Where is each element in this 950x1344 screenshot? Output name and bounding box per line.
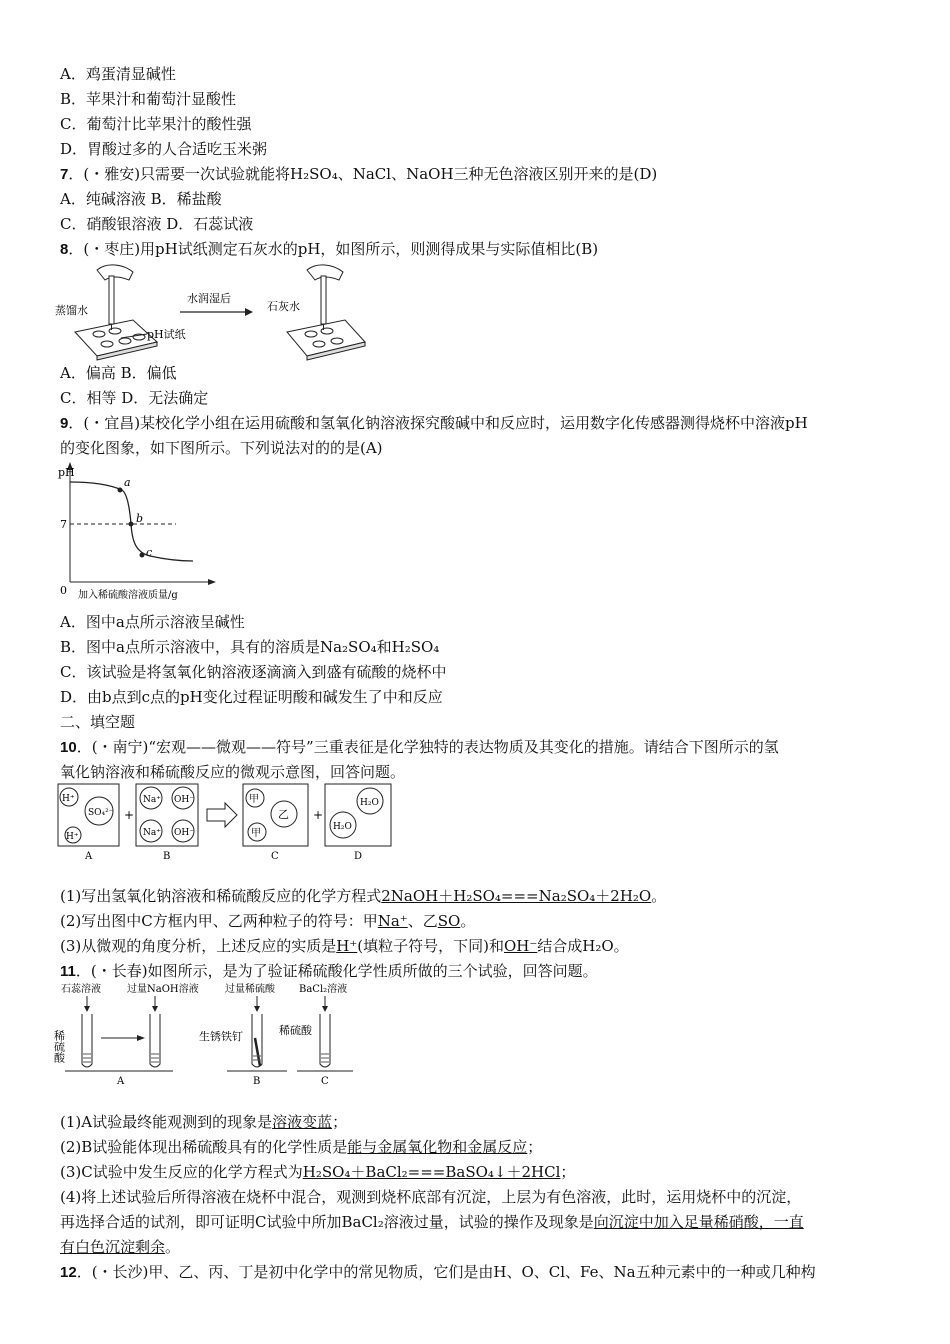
q9-stem-cont: 的变化图象，如下图所示。下列说法对的的是(A) xyxy=(60,439,383,457)
q11-figure xyxy=(52,982,357,1087)
q11-sub4: (4)将上述试验后所得溶液在烧杯中混合，观测到烧杯底部有沉淀，上层为有色溶液，此时，运用烧杯中的沉淀， xyxy=(60,1188,802,1206)
q10-stem-cont: 氧化钠溶液和稀硫酸反应的微观示意图，回答问题。 xyxy=(60,763,406,781)
h-ion-2: H⁺ xyxy=(66,832,79,842)
q11-sub4-end: 有白色沉淀剩余。 xyxy=(60,1238,181,1256)
label-c: C xyxy=(271,851,279,862)
label-a: A xyxy=(85,851,93,862)
acid-c-label: 稀硫酸 xyxy=(279,1024,312,1037)
naoh-label: 过量NaOH溶液 xyxy=(127,984,199,995)
q8-options-ab: A．偏高 B．偏低 xyxy=(60,364,177,382)
q11-answer-2: 能与金属氧化物和金属反应 xyxy=(347,1138,528,1156)
point-a-label: a xyxy=(124,476,131,489)
jia-particle-2: 甲 xyxy=(251,828,261,839)
jia-particle-1: 甲 xyxy=(249,794,259,805)
q11-sub1: (1)A试验最终能观测到的现象是溶液变蓝； xyxy=(60,1113,348,1131)
plus-2: + xyxy=(313,808,324,822)
limewater-label: 石灰水 xyxy=(267,300,300,313)
q9-option-d: D．由b点到c点的pH变化过程证明酸和碱发生了中和反应 xyxy=(60,688,443,706)
q8-stem: 8．(・枣庄)用pH试纸测定石灰水的pH，如图所示，则测得成果与实际值相比(B) xyxy=(60,240,599,258)
q8-number: 8 xyxy=(60,241,69,258)
q10-stem: 10．(・南宁)“宏观——微观——符号”三重表征是化学独特的表达物质及其变化的措施。请结合下图所示的氢 xyxy=(60,738,779,756)
acid-vertical-label: 稀硫酸 xyxy=(52,1030,66,1063)
q6-option-c: C．葡萄汁比苹果汁的酸性强 xyxy=(60,115,252,133)
y-axis-label: pH xyxy=(58,466,75,479)
yi-particle: 乙 xyxy=(278,808,289,821)
rusty-nail-label: 生锈铁钉 xyxy=(199,1030,243,1043)
q10-answer-2b: SO xyxy=(437,912,461,930)
oh-ion-1: OH⁻ xyxy=(174,795,194,805)
fig-label-b: B xyxy=(253,1076,261,1087)
q9-option-a: A．图中a点所示溶液呈碱性 xyxy=(60,613,245,631)
q9-number: 9 xyxy=(60,415,69,432)
q10-answer-3b: OH⁻ xyxy=(503,937,538,955)
na-ion-2: Na⁺ xyxy=(143,828,161,838)
na-ion-1: Na⁺ xyxy=(143,795,161,805)
q10-micro-diagram xyxy=(57,783,397,865)
q10-answer-3a: H⁺ xyxy=(336,937,358,955)
h-ion-1: H⁺ xyxy=(62,794,75,804)
q10-sub2: (2)写出图中C方框内甲、乙两种粒子的符号：甲Na⁺、乙SO。 xyxy=(60,912,476,930)
q11-answer-1: 溶液变蓝 xyxy=(272,1113,333,1131)
oh-ion-2: OH⁻ xyxy=(174,828,194,838)
q12-stem: 12．(・长沙)甲、乙、丙、丁是初中化学中的常见物质，它们是由H、O、Cl、Fe、Na五种元素中的一种或几种构 xyxy=(60,1263,816,1281)
q10-sub1: (1)写出氢氧化钠溶液和稀硫酸反应的化学方程式2NaOH＋H₂SO₄===Na₂SO₄＋2H₂O。 xyxy=(60,887,667,905)
label-b: B xyxy=(163,851,171,862)
origin-label: 0 xyxy=(60,584,67,597)
q10-answer-2a: Na⁺ xyxy=(377,912,408,930)
q11-sub4-cont: 再选择合适的试剂，即可证明C试验中所加BaCl₂溶液过量，试验的操作及现象是向沉淀中加入足量稀硝酸，一直 xyxy=(60,1213,804,1231)
q11-answer-4a: 向沉淀中加入足量稀硝酸，一直 xyxy=(593,1213,804,1231)
section-title: 二、填空题 xyxy=(60,713,136,731)
q10-sub3: (3)从微观的角度分析，上述反应的实质是H⁺(填粒子符号，下同)和OH⁻结合成H₂O。 xyxy=(60,937,629,955)
excess-acid-label: 过量稀硫酸 xyxy=(225,984,275,995)
fig-label-a: A xyxy=(117,1076,125,1087)
q11-answer-4b: 有白色沉淀剩余 xyxy=(60,1238,166,1256)
q10-answer-1: 2NaOH＋H₂SO₄===Na₂SO₄＋2H₂O xyxy=(381,887,652,905)
q9-option-b: B．图中a点所示溶液中，具有的溶质是Na₂SO₄和H₂SO₄ xyxy=(60,638,440,656)
q6-option-d: D．胃酸过多的人合适吃玉米粥 xyxy=(60,140,268,158)
q10-number: 10 xyxy=(60,739,77,756)
water-molecule-2: H₂O xyxy=(333,822,352,832)
ph-paper-label: pH试纸 xyxy=(147,328,186,341)
q7-options-cd: C．硝酸银溶液 D．石蕊试液 xyxy=(60,215,254,233)
q11-answer-3: H₂SO₄＋BaCl₂===BaSO₄↓＋2HCl xyxy=(302,1163,561,1181)
q11-sub2: (2)B试验能体现出稀硫酸具有的化学性质是能与金属氧化物和金属反应； xyxy=(60,1138,543,1156)
q8-figure xyxy=(55,262,365,362)
x-axis-label: 加入稀硫酸溶液质量/g xyxy=(78,590,178,601)
wet-label: 水润湿后 xyxy=(187,292,231,305)
q7-stem: 7．(・雅安)只需要一次试验就能将H₂SO₄、NaCl、NaOH三种无色溶液区别开来的是(D) xyxy=(60,165,658,183)
q7-number: 7 xyxy=(60,166,69,183)
litmus-label: 石蕊溶液 xyxy=(61,984,101,995)
q11-stem: 11．(・长春)如图所示，是为了验证稀硫酸化学性质所做的三个试验，回答问题。 xyxy=(60,962,598,980)
q9-option-c: C．该试验是将氢氧化钠溶液逐滴滴入到盛有硫酸的烧杯中 xyxy=(60,663,447,681)
water-molecule-1: H₂O xyxy=(360,798,379,808)
point-c-label: c xyxy=(146,546,153,559)
q11-sub3: (3)C试验中发生反应的化学方程式为H₂SO₄＋BaCl₂===BaSO₄↓＋2HCl； xyxy=(60,1163,576,1181)
bacl2-label: BaCl₂溶液 xyxy=(299,984,348,995)
so4-ion: SO₄²⁻ xyxy=(88,808,114,818)
q7-options-ab: A．纯碱溶液 B．稀盐酸 xyxy=(60,190,222,208)
q9-stem: 9．(・宜昌)某校化学小组在运用硫酸和氢氧化钠溶液探究酸碱中和反应时，运用数字化传感器测得烧杯中溶液pH xyxy=(60,414,808,432)
q11-number: 11 xyxy=(60,963,76,980)
q8-options-cd: C．相等 D．无法确定 xyxy=(60,389,209,407)
label-d: D xyxy=(354,851,363,862)
q12-number: 12 xyxy=(60,1264,77,1281)
distilled-water-label: 蒸馏水 xyxy=(55,304,88,317)
fig-label-c: C xyxy=(321,1076,329,1087)
q6-option-a: A．鸡蛋清显碱性 xyxy=(60,65,176,83)
q6-option-b: B．苹果汁和葡萄汁显酸性 xyxy=(60,90,237,108)
q9-ph-graph xyxy=(58,462,238,604)
y-tick-7: 7 xyxy=(60,518,67,531)
point-b-label: b xyxy=(136,512,144,525)
plus-1: + xyxy=(124,808,135,822)
